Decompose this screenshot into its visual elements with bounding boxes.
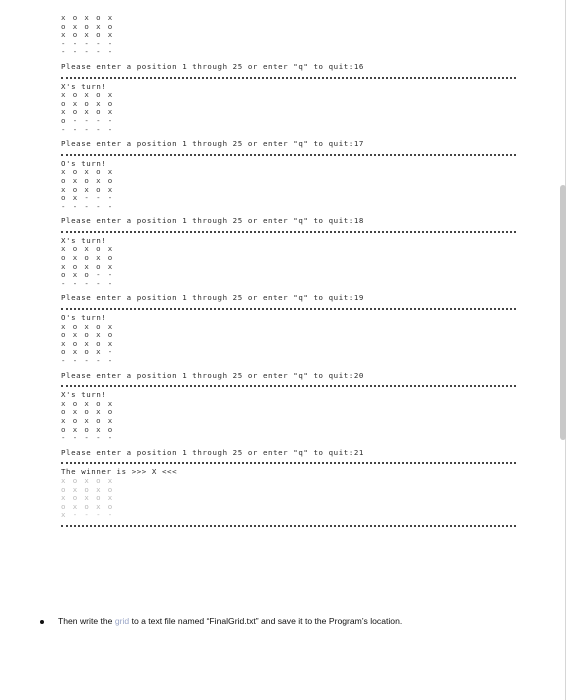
turn-label: O's turn! [61, 313, 107, 323]
turn-label: X's turn! [61, 235, 107, 245]
grid-row: x o x o x [61, 30, 114, 40]
prompt-line: Please enter a position 1 through 25 or enter "q" to quit:16 [61, 61, 364, 71]
grid-row: o x o x o [61, 253, 114, 263]
grid-row: o x o x o [61, 98, 114, 108]
turn-label: O's turn! [61, 158, 107, 168]
grid-row: o x o x o [61, 484, 114, 494]
grid-row: x o x o x [61, 261, 114, 271]
separator-line [61, 304, 516, 310]
grid-row: - - - - - [61, 356, 114, 365]
grid-row: - - - - - [61, 124, 114, 134]
grid-row: x o x o x [61, 475, 114, 485]
grid-row: o x o x o [61, 175, 114, 185]
separator-line [61, 458, 516, 464]
grid-row: x o x o x [61, 90, 114, 100]
grid-row: o x o x o [61, 330, 114, 340]
console-output [61, 14, 516, 531]
turn-block [61, 134, 516, 211]
grid-row: x - - - - [61, 510, 114, 520]
separator-line [61, 150, 516, 156]
turn-block [61, 366, 516, 443]
prompt-line: Please enter a position 1 through 25 or enter "q" to quit:20 [61, 370, 364, 380]
turn-block-final [61, 443, 516, 527]
grid-row: o x o x o [61, 501, 114, 511]
turn-block [61, 57, 516, 134]
separator-line [61, 521, 516, 527]
grid-row: o - - - - [61, 115, 114, 125]
grid-row: - - - - - [61, 433, 114, 443]
top-grid [61, 14, 516, 57]
prompt-line: Please enter a position 1 through 25 or enter "q" to quit:18 [61, 216, 364, 226]
grid-row: x o x o x [61, 244, 114, 254]
grid-row: - - - - - [61, 38, 114, 48]
grid-row: - - - - - [61, 278, 114, 288]
grid-row: x o x o x [61, 415, 114, 425]
scrollbar-thumb[interactable] [560, 185, 566, 440]
grid-row: o x o x - [61, 347, 114, 357]
grid-row: x o x o x [61, 338, 114, 348]
separator-line [61, 73, 516, 79]
instruction-bullet [40, 616, 402, 626]
instruction-text-end: to a text file named “FinalGrid.txt” and save it to the Program’s location. [129, 616, 403, 626]
grid-row: o x o x o [61, 407, 114, 417]
grid-row: x o x o x [61, 167, 114, 177]
grid-row: x o x o x [61, 398, 114, 408]
turn-label: X's turn! [61, 390, 107, 400]
bullet-icon [40, 620, 44, 624]
winner-label: The winner is >>> X <<< [61, 467, 178, 477]
grid-row: x o x o x [61, 493, 114, 503]
grid-row: o x o x o [61, 424, 114, 434]
grid-row: - - - - - [61, 47, 114, 57]
grid-row: x o x o x [61, 13, 114, 22]
grid-row: x o x o x [61, 184, 114, 194]
grid-row: o x o x o [61, 21, 114, 31]
prompt-line: Please enter a position 1 through 25 or enter "q" to quit:17 [61, 139, 364, 149]
separator-line [61, 381, 516, 387]
instruction-text-start: Then write the [58, 616, 115, 626]
turn-block [61, 288, 516, 365]
grid-row: o x o - - [61, 270, 114, 280]
prompt-line: Please enter a position 1 through 25 or enter "q" to quit:21 [61, 447, 364, 457]
instruction-highlight: grid [114, 616, 130, 626]
grid-row: x o x o x [61, 321, 114, 331]
separator-line [61, 227, 516, 233]
grid-row: o x - - - [61, 193, 114, 203]
prompt-line: Please enter a position 1 through 25 or enter "q" to quit:19 [61, 293, 364, 303]
grid-row: - - - - - [61, 201, 114, 211]
turn-block [61, 211, 516, 288]
grid-row: x o x o x [61, 107, 114, 117]
final-grid [61, 477, 516, 520]
turn-label: X's turn! [61, 81, 107, 91]
